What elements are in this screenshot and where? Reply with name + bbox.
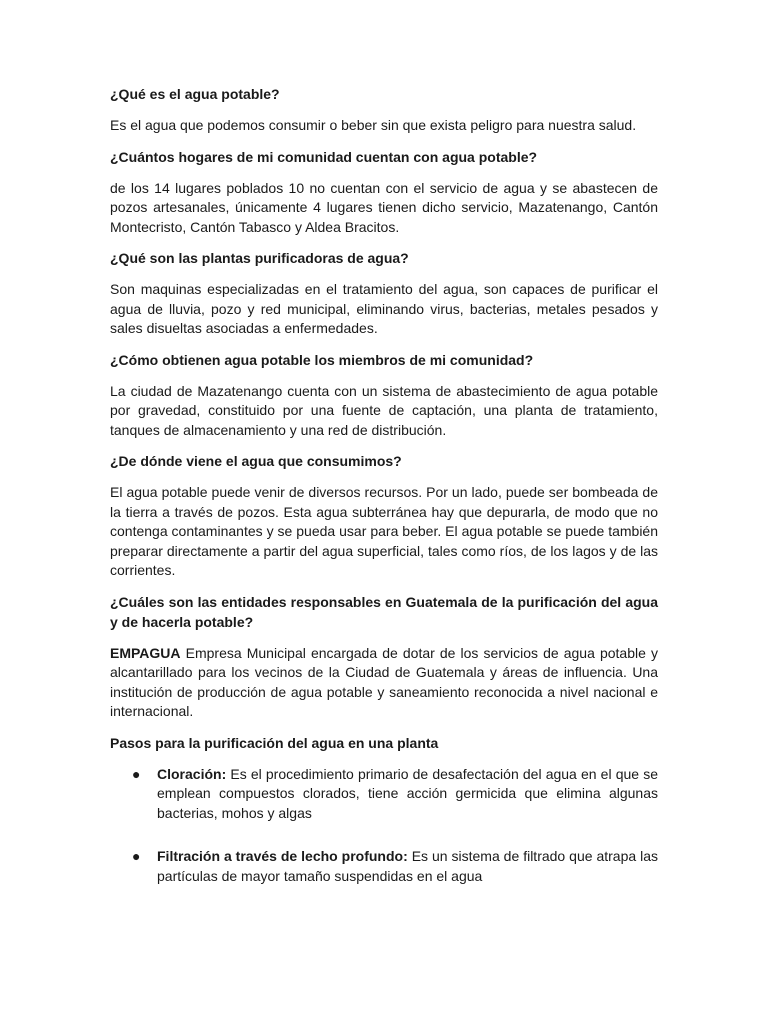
question-heading: ¿Qué es el agua potable?: [110, 86, 280, 102]
empagua-name: EMPAGUA: [110, 644, 181, 661]
question-heading: ¿Cómo obtienen agua potable los miembros de mi comunidad?: [110, 351, 534, 368]
document-page: [110, 84, 658, 910]
answer-paragraph: El agua potable puede venir de diversos recursos. Por un lado, puede ser bombeada de la tierra a través de pozos. Esta agua subterránea hay que depurarla, de modo que no contenga contaminantes y se pueda usar para beber. El agua potable se puede también preparar directamente a partir del agua superficial, tales como ríos, de los lagos y de las corrientes.: [110, 484, 658, 578]
empagua-paragraph: [110, 644, 658, 722]
question-heading: ¿Cuáles son las entidades responsables en Guatemala de la purificación del agua y de hacerla potable?: [110, 593, 658, 630]
question-heading: ¿De dónde viene el agua que consumimos?: [110, 453, 402, 469]
answer-paragraph: Son maquinas especializadas en el tratamiento del agua, son capaces de purificar el agua de lluvia, pozo y red municipal, eliminando virus, bacterias, metales pesados y sales disueltas asociadas a enfermedades.: [110, 281, 658, 336]
answer-paragraph: La ciudad de Mazatenango cuenta con un sistema de abastecimiento de agua potable por gravedad, constituido por una fuente de captación, una planta de tratamiento, tanques de almacenamiento y una red de distribución.: [110, 382, 658, 438]
step-term: Filtración a través de lecho profundo:: [157, 848, 408, 864]
steps-heading: Pasos para la purificación del agua en una planta: [110, 734, 439, 751]
steps-list: [110, 765, 658, 887]
list-item: [110, 847, 658, 886]
empagua-description: Empresa Municipal encargada de dotar de los servicios de agua potable y alcantarillado para los vecinos de la Ciudad de Guatemala y áreas de influencia. Una institución de producción de agua potable y saneamiento reconocida a nivel nacional e internacional.: [110, 644, 658, 719]
answer-paragraph: de los 14 lugares poblados 10 no cuentan con el servicio de agua y se abastecen de pozos artesanales, únicamente 4 lugares tienen dicho servicio, Mazatenango, Cantón Montecristo, Cantón Tabasco y Aldea Bracitos.: [110, 179, 658, 235]
list-item: [110, 765, 658, 824]
step-description: Es un sistema de filtrado que atrapa las partículas de mayor tamaño suspendidas en el agua: [157, 848, 659, 884]
question-heading: ¿Qué son las plantas purificadoras de agua?: [110, 250, 409, 266]
question-heading: ¿Cuántos hogares de mi comunidad cuentan con agua potable?: [110, 148, 538, 165]
bullet-icon: ●: [132, 848, 141, 864]
step-description: Es el procedimiento primario de desafectación del agua en el que se emplean compuestos clorados, tiene acción germicida que elimina algunas bacterias, mohos y algas: [157, 765, 658, 821]
answer-paragraph: Es el agua que podemos consumir o beber sin que exista peligro para nuestra salud.: [110, 117, 637, 133]
step-term: Cloración:: [157, 765, 227, 782]
bullet-icon: ●: [132, 765, 141, 782]
